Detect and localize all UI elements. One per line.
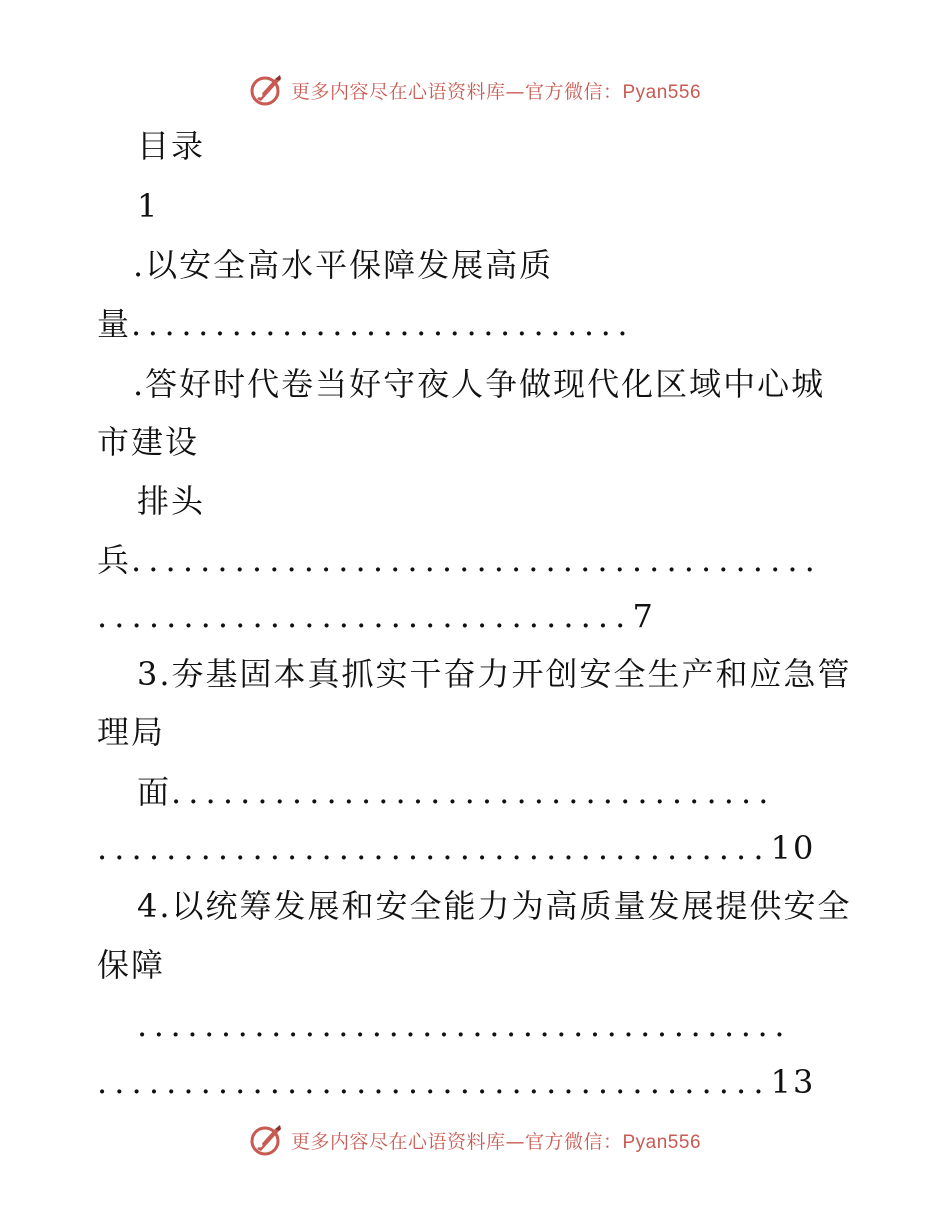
toc-item2-tail: 兵 — [97, 541, 132, 579]
toc-item2-title-cont: 市建设 — [97, 423, 200, 461]
watermark-label: 更多内容尽在心语资料库—官方微信： — [290, 80, 623, 103]
toc-item2-leader-line2 — [97, 596, 655, 636]
toc-item2-leader-line — [97, 540, 822, 580]
watermark-label: 更多内容尽在心语资料库—官方微信： — [290, 1130, 623, 1153]
toc-item1-number: 1 — [137, 187, 160, 225]
toc-item3-leader: ................................... — [171, 773, 776, 811]
toc-item2-title: .答好时代卷当好守夜人争做现代化区域中心城 — [133, 365, 826, 403]
toc-item2-leader: ........................................ — [131, 541, 822, 579]
toc-item3-leader-line — [137, 772, 776, 812]
toc-item1-leader-line — [97, 304, 634, 344]
watermark-handle: Pyan556 — [622, 81, 702, 103]
toc-item3-page: 10 — [770, 829, 816, 867]
toc-title: 目录 — [137, 127, 206, 165]
toc-item4-leader-line2 — [97, 1062, 815, 1102]
toc-item4-leader-line — [137, 1005, 791, 1045]
toc-item4-title-cont: 保障 — [97, 946, 166, 984]
toc-item2-title-cont2: 排头 — [137, 482, 206, 520]
toc-item4-title: 4.以统筹发展和安全能力为高质量发展提供安全 — [137, 887, 852, 925]
watermark-text — [291, 77, 701, 104]
toc-item4-leader: ....................................... — [137, 1006, 792, 1044]
watermark-handle: Pyan556 — [622, 1131, 702, 1153]
watermark-banner-top — [0, 70, 950, 110]
toc-item4-page: 13 — [770, 1063, 816, 1101]
toc-item3-title: 3.夯基固本真抓实干奋力开创安全生产和应急管 — [137, 655, 852, 693]
toc-item3-tail: 面 — [137, 773, 172, 811]
toc-item1-title: .以安全高水平保障发展高质 — [133, 246, 554, 284]
quill-logo-icon — [249, 1123, 283, 1157]
toc-item3-leader-line2 — [97, 828, 815, 868]
quill-logo-icon — [249, 73, 283, 107]
toc-item2-leader2: ............................... — [97, 597, 633, 635]
toc-item3-title-cont: 理局 — [97, 713, 166, 751]
watermark-text — [291, 1127, 701, 1154]
toc-item1-leader: .............................. — [131, 305, 635, 343]
toc-item1-tail: 量 — [97, 305, 132, 343]
toc-item4-leader2: ....................................... — [97, 1063, 771, 1101]
watermark-banner-bottom — [0, 1120, 950, 1160]
toc-item2-page: 7 — [632, 597, 655, 635]
toc-item3-leader2: ....................................... — [97, 829, 771, 867]
